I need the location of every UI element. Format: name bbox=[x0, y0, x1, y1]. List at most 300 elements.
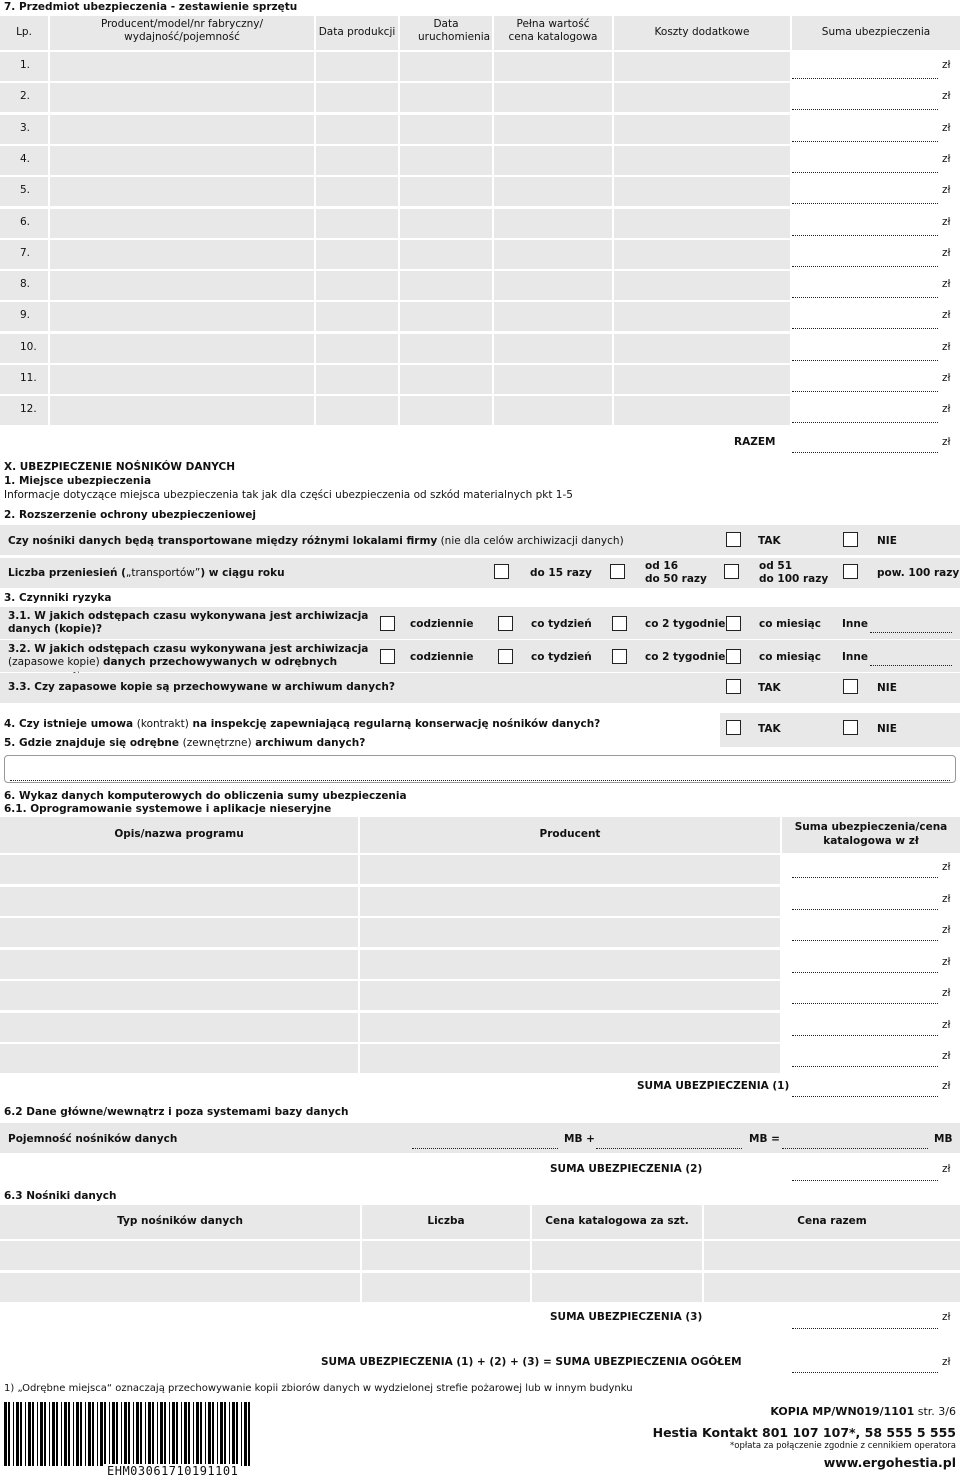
barcode-bar bbox=[121, 1402, 122, 1466]
barcode-bar bbox=[181, 1402, 182, 1466]
barcode-bar bbox=[124, 1402, 127, 1466]
program-currency: zł bbox=[942, 987, 951, 999]
od16-label: od 16 do 50 razy bbox=[645, 560, 707, 585]
transport-tak-checkbox[interactable] bbox=[726, 532, 741, 547]
barcode-bar bbox=[157, 1402, 158, 1466]
barcode-bar bbox=[64, 1402, 67, 1466]
suma-total-currency: zł bbox=[942, 1356, 951, 1368]
row-input-cell[interactable] bbox=[400, 365, 492, 394]
row-number: 6. bbox=[20, 215, 31, 228]
footnote: 1) „Odrębne miejsca“ oznaczają przechowywanie kopii zbiorów danych w wydzielonej strefie pożarowej lub w innym budynku bbox=[4, 1383, 633, 1394]
col-producent-header: Producent bbox=[360, 817, 780, 853]
row-input-cell[interactable] bbox=[50, 52, 314, 81]
row-currency: zł bbox=[942, 372, 951, 384]
row-input-cell[interactable] bbox=[614, 271, 790, 300]
razem-field[interactable] bbox=[792, 428, 960, 454]
row-input-cell[interactable] bbox=[614, 83, 790, 112]
razem-label: RAZEM bbox=[734, 436, 776, 448]
row-input-cell[interactable] bbox=[50, 271, 314, 300]
barcode-bar bbox=[145, 1402, 146, 1466]
row-input-cell[interactable] bbox=[50, 240, 314, 269]
q31-label: 3.1. W jakich odstępach czasu wykonywana jest archiwizacja danych (kopie)? bbox=[8, 610, 369, 635]
program-suma-dots bbox=[792, 877, 938, 878]
row-input-cell[interactable] bbox=[614, 52, 790, 81]
program-currency: zł bbox=[942, 955, 951, 968]
do15-checkbox[interactable] bbox=[494, 564, 509, 579]
program-suma-dots bbox=[792, 909, 938, 910]
row-input-cell[interactable] bbox=[316, 177, 398, 206]
freq-label: co 2 tygodnie bbox=[645, 651, 726, 663]
freq-checkbox[interactable] bbox=[726, 649, 741, 664]
barcode-bar bbox=[220, 1402, 223, 1466]
row-input-cell[interactable] bbox=[400, 240, 492, 269]
freq-label: co 2 tygodnie bbox=[645, 618, 726, 630]
barcode-bar bbox=[164, 1402, 166, 1466]
barcode-bar bbox=[172, 1402, 175, 1466]
col-typ-header: Typ nośników danych bbox=[0, 1205, 360, 1239]
row-input-cell[interactable] bbox=[494, 115, 612, 144]
program-cell[interactable] bbox=[0, 918, 358, 947]
program-suma-dots bbox=[792, 940, 938, 941]
q5-answer-field[interactable] bbox=[4, 755, 956, 783]
row-input-cell[interactable] bbox=[316, 365, 398, 394]
barcode-bar bbox=[188, 1402, 190, 1466]
transport-tak-label: TAK bbox=[758, 535, 781, 547]
row-input-cell[interactable] bbox=[792, 83, 960, 112]
barcode-text: EHM03061710191101 bbox=[104, 1464, 241, 1478]
freq-label: codziennie bbox=[410, 618, 474, 630]
www-link[interactable]: www.ergohestia.pl bbox=[823, 1455, 956, 1470]
section-x-title: X. UBEZPIECZENIE NOŚNIKÓW DANYCH bbox=[4, 461, 235, 473]
program-cell[interactable] bbox=[782, 1013, 960, 1042]
row-suma-dots bbox=[792, 266, 938, 267]
q33-label: 3.3. Czy zapasowe kopie są przechowywane w archiwum danych? bbox=[8, 681, 395, 693]
suma3-currency: zł bbox=[942, 1311, 951, 1323]
q5-answer-dots bbox=[10, 780, 950, 781]
row-suma-dots bbox=[792, 360, 938, 361]
row-input-cell[interactable] bbox=[400, 396, 492, 425]
barcode-bar bbox=[244, 1402, 247, 1466]
row-number: 11. bbox=[20, 372, 37, 384]
row-input-cell[interactable] bbox=[792, 209, 960, 238]
row-currency: zł bbox=[942, 403, 951, 416]
row-suma-dots bbox=[792, 109, 938, 110]
q33-tak-label: TAK bbox=[758, 682, 781, 694]
freq-label: co miesiąc bbox=[759, 651, 821, 663]
inne-field[interactable] bbox=[870, 632, 952, 633]
row-input-cell[interactable] bbox=[614, 177, 790, 206]
oplata-note: *opłata za połączenie zgodnie z cennikiem operatora bbox=[730, 1441, 956, 1451]
program-cell[interactable] bbox=[360, 1044, 780, 1073]
barcode-bar bbox=[73, 1402, 74, 1466]
row-input-cell[interactable] bbox=[614, 365, 790, 394]
row-input-cell[interactable] bbox=[50, 302, 314, 331]
freq-label: co tydzień bbox=[531, 651, 592, 663]
pow100-checkbox[interactable] bbox=[843, 564, 858, 579]
freq-label: Inne bbox=[842, 618, 868, 630]
row-number: 9. bbox=[20, 309, 31, 322]
row-input-cell[interactable] bbox=[614, 302, 790, 331]
row-input-cell[interactable] bbox=[316, 115, 398, 144]
row-input-cell[interactable] bbox=[614, 240, 790, 269]
program-cell[interactable] bbox=[782, 887, 960, 916]
row-input-cell[interactable] bbox=[494, 177, 612, 206]
col-suma-header: Suma ubezpieczenia/cena katalogowa w zł bbox=[782, 817, 960, 853]
barcode-bar bbox=[136, 1402, 139, 1466]
row-number: 5. bbox=[20, 184, 31, 197]
row-input-cell[interactable] bbox=[494, 52, 612, 81]
program-cell[interactable] bbox=[360, 950, 780, 979]
barcode-bar bbox=[193, 1402, 194, 1466]
p2-title: 2. Rozszerzenie ochrony ubezpieczeniowej bbox=[4, 509, 257, 521]
barcode-graphic bbox=[4, 1402, 254, 1466]
barcode-bar bbox=[80, 1402, 82, 1466]
header-producent: Producent/model/nr fabryczny/ wydajność/pojemność bbox=[50, 16, 314, 50]
program-suma-dots bbox=[792, 972, 938, 973]
header-pelna-wartosc: Pełna wartość cena katalogowa bbox=[494, 16, 612, 50]
q5-label: 5. Gdzie znajduje się odrębne (zewnętrzne) archiwum danych? bbox=[4, 737, 366, 749]
row-currency: zł bbox=[942, 90, 951, 103]
od51-label: od 51 do 100 razy bbox=[759, 560, 829, 585]
barcode-bar bbox=[4, 1402, 7, 1466]
barcode-bar bbox=[88, 1402, 91, 1466]
barcode-bar bbox=[85, 1402, 86, 1466]
row-input-cell[interactable] bbox=[494, 209, 612, 238]
barcode-bar bbox=[148, 1402, 151, 1466]
row-input-cell[interactable] bbox=[400, 52, 492, 81]
barcode-bar bbox=[37, 1402, 38, 1466]
q33-tak-checkbox[interactable] bbox=[726, 679, 741, 694]
suma-total-dots[interactable] bbox=[792, 1372, 938, 1373]
nosnik-cell[interactable] bbox=[704, 1273, 960, 1302]
barcode-bar bbox=[76, 1402, 79, 1466]
nosnik-cell[interactable] bbox=[532, 1241, 702, 1270]
od51-checkbox[interactable] bbox=[724, 564, 739, 579]
barcode-bar bbox=[196, 1402, 199, 1466]
barcode-bar bbox=[200, 1402, 202, 1466]
program-cell[interactable] bbox=[360, 981, 780, 1010]
row-suma-dots bbox=[792, 422, 938, 423]
p63-title: 6.3 Nośniki danych bbox=[4, 1190, 117, 1202]
suma1-currency: zł bbox=[942, 1080, 951, 1092]
row-input-cell[interactable] bbox=[50, 334, 314, 363]
suma1-dots[interactable] bbox=[792, 1096, 938, 1097]
row-input-cell[interactable] bbox=[792, 240, 960, 269]
suma1-label: SUMA UBEZPIECZENIA (1) bbox=[637, 1080, 790, 1092]
p1-text: Informacje dotyczące miejsca ubezpieczenia tak jak dla części ubezpieczenia od szkód materialnych pkt 1-5 bbox=[4, 489, 573, 501]
do15-label: do 15 razy bbox=[530, 567, 592, 579]
row-input-cell[interactable] bbox=[614, 209, 790, 238]
row-suma-dots bbox=[792, 78, 938, 79]
row-input-cell[interactable] bbox=[400, 209, 492, 238]
barcode-bar bbox=[25, 1402, 26, 1466]
row-input-cell[interactable] bbox=[316, 83, 398, 112]
suma2-label: SUMA UBEZPIECZENIA (2) bbox=[550, 1163, 703, 1175]
row-currency: zł bbox=[942, 121, 951, 134]
nosnik-cell[interactable] bbox=[0, 1273, 360, 1302]
row-number: 12. bbox=[20, 403, 37, 416]
barcode-bar bbox=[16, 1402, 19, 1466]
row-input-cell[interactable] bbox=[792, 52, 960, 81]
suma2-dots[interactable] bbox=[792, 1180, 938, 1181]
barcode-bar bbox=[160, 1402, 163, 1466]
transport-nie-label: NIE bbox=[877, 535, 897, 547]
row-input-cell[interactable] bbox=[614, 146, 790, 175]
row-input-cell[interactable] bbox=[50, 115, 314, 144]
freq-checkbox[interactable] bbox=[498, 616, 513, 631]
razem-dots bbox=[792, 452, 938, 453]
barcode-bar bbox=[140, 1402, 142, 1466]
p6-title: 6. Wykaz danych komputerowych do obliczenia sumy ubezpieczenia bbox=[4, 790, 407, 802]
row-input-cell[interactable] bbox=[400, 115, 492, 144]
row-suma-dots bbox=[792, 203, 938, 204]
program-suma-dots bbox=[792, 1003, 938, 1004]
program-cell[interactable] bbox=[360, 1013, 780, 1042]
pojemnosc-field-3[interactable] bbox=[782, 1148, 928, 1149]
barcode-bar bbox=[112, 1402, 115, 1466]
nosnik-cell[interactable] bbox=[362, 1273, 530, 1302]
row-input-cell[interactable] bbox=[614, 115, 790, 144]
row-suma-dots bbox=[792, 328, 938, 329]
header-suma: Suma ubezpieczenia bbox=[792, 16, 960, 50]
row-input-cell[interactable] bbox=[50, 209, 314, 238]
row-input-cell[interactable] bbox=[792, 115, 960, 144]
program-cell[interactable] bbox=[0, 950, 358, 979]
program-cell[interactable] bbox=[782, 981, 960, 1010]
col-opis-header: Opis/nazwa programu bbox=[0, 817, 358, 853]
barcode-bar bbox=[100, 1402, 103, 1466]
barcode-bar bbox=[28, 1402, 31, 1466]
row-input-cell[interactable] bbox=[316, 396, 398, 425]
barcode-bar bbox=[248, 1402, 250, 1466]
row-input-cell[interactable] bbox=[316, 209, 398, 238]
program-currency: zł bbox=[942, 1050, 951, 1062]
row-number: 8. bbox=[20, 278, 31, 291]
row-currency: zł bbox=[942, 246, 951, 259]
kopia-line: KOPIA MP/WN019/1101 str. 3/6 bbox=[770, 1405, 956, 1418]
row-input-cell[interactable] bbox=[792, 177, 960, 206]
p1-title: 1. Miejsce ubezpieczenia bbox=[4, 475, 152, 487]
q33-nie-checkbox[interactable] bbox=[843, 679, 858, 694]
header-data-produkcji: Data produkcji bbox=[316, 16, 398, 50]
row-input-cell[interactable] bbox=[494, 271, 612, 300]
p62-title: 6.2 Dane główne/wewnątrz i poza systemami bazy danych bbox=[4, 1106, 349, 1118]
row-input-cell[interactable] bbox=[50, 396, 314, 425]
program-cell[interactable] bbox=[0, 855, 358, 884]
row-input-cell[interactable] bbox=[792, 271, 960, 300]
row-currency: zł bbox=[942, 152, 951, 165]
program-cell[interactable] bbox=[782, 918, 960, 947]
suma2-currency: zł bbox=[942, 1163, 951, 1175]
row-currency: zł bbox=[942, 215, 951, 228]
program-cell[interactable] bbox=[0, 1013, 358, 1042]
barcode-bar bbox=[184, 1402, 187, 1466]
pojemnosc-field-2[interactable] bbox=[596, 1148, 742, 1149]
barcode-bar bbox=[241, 1402, 242, 1466]
freq-checkbox[interactable] bbox=[726, 616, 741, 631]
row-input-cell[interactable] bbox=[400, 146, 492, 175]
row-number: 3. bbox=[20, 121, 31, 134]
row-input-cell[interactable] bbox=[316, 271, 398, 300]
barcode-bar bbox=[92, 1402, 94, 1466]
row-currency: zł bbox=[942, 309, 951, 322]
transport-question: Czy nośniki danych będą transportowane między różnymi lokalami firmy (nie dla celów archiwizacji danych) bbox=[8, 535, 624, 547]
razem-currency: zł bbox=[942, 436, 951, 448]
przeniesien-label: Liczba przeniesień („transportów”) w ciągu roku bbox=[8, 567, 285, 579]
program-cell[interactable] bbox=[360, 918, 780, 947]
barcode-bar bbox=[116, 1402, 118, 1466]
program-cell[interactable] bbox=[0, 981, 358, 1010]
p61-title: 6.1. Oprogramowanie systemowe i aplikacje nieseryjne bbox=[4, 803, 332, 815]
barcode-bar bbox=[8, 1402, 10, 1466]
pow100-label: pow. 100 razy bbox=[877, 567, 960, 579]
row-input-cell[interactable] bbox=[50, 146, 314, 175]
row-suma-dots bbox=[792, 391, 938, 392]
freq-checkbox[interactable] bbox=[380, 616, 395, 631]
nosnik-cell[interactable] bbox=[362, 1241, 530, 1270]
pojemnosc-label: Pojemność nośników danych bbox=[8, 1133, 178, 1145]
program-suma-dots bbox=[792, 1066, 938, 1067]
row-currency: zł bbox=[942, 278, 951, 291]
q4-nie-checkbox[interactable] bbox=[843, 720, 858, 735]
freq-checkbox[interactable] bbox=[612, 616, 627, 631]
barcode-bar bbox=[104, 1402, 106, 1466]
row-input-cell[interactable] bbox=[792, 396, 960, 425]
barcode-bar bbox=[208, 1402, 211, 1466]
freq-checkbox[interactable] bbox=[498, 649, 513, 664]
q32-label: 3.2. W jakich odstępach czasu wykonywana jest archiwizacja (zapasowe kopie) danych przechowywanych w odrębnych bbox=[8, 643, 369, 668]
program-cell[interactable] bbox=[360, 887, 780, 916]
barcode-bar bbox=[56, 1402, 58, 1466]
row-number: 1. bbox=[20, 59, 31, 71]
row-input-cell[interactable] bbox=[50, 177, 314, 206]
row-input-cell[interactable] bbox=[792, 146, 960, 175]
header-data-uruchomienia: Data uruchomienia bbox=[400, 16, 492, 50]
q4-tak-checkbox[interactable] bbox=[726, 720, 741, 735]
freq-checkbox[interactable] bbox=[380, 649, 395, 664]
row-number: 7. bbox=[20, 246, 31, 259]
q4-nie-label: NIE bbox=[877, 723, 897, 735]
nosnik-cell[interactable] bbox=[704, 1241, 960, 1270]
nosnik-cell[interactable] bbox=[0, 1241, 360, 1270]
barcode-bar bbox=[224, 1402, 226, 1466]
program-currency: zł bbox=[942, 861, 951, 873]
program-suma-dots bbox=[792, 1035, 938, 1036]
header-lp: Lp. bbox=[0, 16, 48, 50]
row-input-cell[interactable] bbox=[494, 396, 612, 425]
q33-nie-label: NIE bbox=[877, 682, 897, 694]
mb-eq-label: MB = bbox=[749, 1133, 780, 1145]
row-input-cell[interactable] bbox=[494, 83, 612, 112]
row-number: 2. bbox=[20, 90, 31, 103]
q4-tak-label: TAK bbox=[758, 723, 781, 735]
od16-checkbox[interactable] bbox=[610, 564, 625, 579]
row-number: 4. bbox=[20, 152, 31, 165]
mb-label: MB bbox=[934, 1133, 953, 1145]
header-koszty: Koszty dodatkowe bbox=[614, 16, 790, 50]
row-input-cell[interactable] bbox=[494, 334, 612, 363]
program-cell[interactable] bbox=[360, 855, 780, 884]
row-input-cell[interactable] bbox=[50, 365, 314, 394]
row-input-cell[interactable] bbox=[400, 83, 492, 112]
row-input-cell[interactable] bbox=[792, 334, 960, 363]
section-7-title: 7. Przedmiot ubezpieczenia - zestawienie sprzętu bbox=[4, 1, 298, 13]
mb-plus-label: MB + bbox=[564, 1133, 595, 1145]
barcode-bar bbox=[68, 1402, 70, 1466]
row-input-cell[interactable] bbox=[792, 302, 960, 331]
barcode-bar bbox=[61, 1402, 62, 1466]
row-input-cell[interactable] bbox=[494, 146, 612, 175]
barcode-bar bbox=[13, 1402, 14, 1466]
program-cell[interactable] bbox=[0, 1044, 358, 1073]
barcode-bar bbox=[109, 1402, 110, 1466]
freq-label: co tydzień bbox=[531, 618, 592, 630]
transport-nie-checkbox[interactable] bbox=[843, 532, 858, 547]
barcode-bar bbox=[205, 1402, 206, 1466]
suma3-dots[interactable] bbox=[792, 1328, 938, 1329]
hestia-kontakt: Hestia Kontakt 801 107 107*, 58 555 5 555 bbox=[652, 1425, 956, 1440]
row-input-cell[interactable] bbox=[614, 334, 790, 363]
row-input-cell[interactable] bbox=[494, 240, 612, 269]
row-suma-dots bbox=[792, 235, 938, 236]
pojemnosc-field-1[interactable] bbox=[412, 1148, 558, 1149]
program-cell[interactable] bbox=[782, 855, 960, 884]
program-cell[interactable] bbox=[782, 950, 960, 979]
inne-field[interactable] bbox=[870, 665, 952, 666]
col-liczba-header: Liczba bbox=[362, 1205, 530, 1239]
row-input-cell[interactable] bbox=[316, 302, 398, 331]
row-currency: zł bbox=[942, 340, 951, 353]
barcode-bar bbox=[32, 1402, 34, 1466]
freq-label: Inne bbox=[842, 651, 868, 663]
row-currency: zł bbox=[942, 184, 951, 197]
freq-label: codziennie bbox=[410, 651, 474, 663]
barcode-bar bbox=[176, 1402, 178, 1466]
suma-total-label: SUMA UBEZPIECZENIA (1) + (2) + (3) = SUMA UBEZPIECZENIA OGÓŁEM bbox=[321, 1356, 742, 1368]
barcode-bar bbox=[20, 1402, 22, 1466]
nosnik-cell[interactable] bbox=[532, 1273, 702, 1302]
barcode-bar bbox=[236, 1402, 238, 1466]
row-input-cell[interactable] bbox=[400, 271, 492, 300]
row-input-cell[interactable] bbox=[400, 177, 492, 206]
row-input-cell[interactable] bbox=[50, 83, 314, 112]
program-cell[interactable] bbox=[782, 1044, 960, 1073]
barcode-bar bbox=[232, 1402, 235, 1466]
barcode-bar bbox=[128, 1402, 130, 1466]
barcode-bar bbox=[40, 1402, 43, 1466]
freq-checkbox[interactable] bbox=[612, 649, 627, 664]
row-input-cell[interactable] bbox=[614, 396, 790, 425]
barcode-bar bbox=[169, 1402, 170, 1466]
row-input-cell[interactable] bbox=[316, 146, 398, 175]
row-input-cell[interactable] bbox=[494, 302, 612, 331]
row-input-cell[interactable] bbox=[316, 52, 398, 81]
row-input-cell[interactable] bbox=[316, 334, 398, 363]
row-input-cell[interactable] bbox=[792, 365, 960, 394]
barcode-bar bbox=[212, 1402, 214, 1466]
program-cell[interactable] bbox=[0, 887, 358, 916]
row-input-cell[interactable] bbox=[400, 302, 492, 331]
barcode-bar bbox=[217, 1402, 218, 1466]
program-currency: zł bbox=[942, 1018, 951, 1031]
row-suma-dots bbox=[792, 297, 938, 298]
row-input-cell[interactable] bbox=[400, 334, 492, 363]
row-input-cell[interactable] bbox=[316, 240, 398, 269]
barcode-bar bbox=[152, 1402, 154, 1466]
row-input-cell[interactable] bbox=[494, 365, 612, 394]
q4-answer-box bbox=[720, 713, 960, 747]
freq-label: co miesiąc bbox=[759, 618, 821, 630]
